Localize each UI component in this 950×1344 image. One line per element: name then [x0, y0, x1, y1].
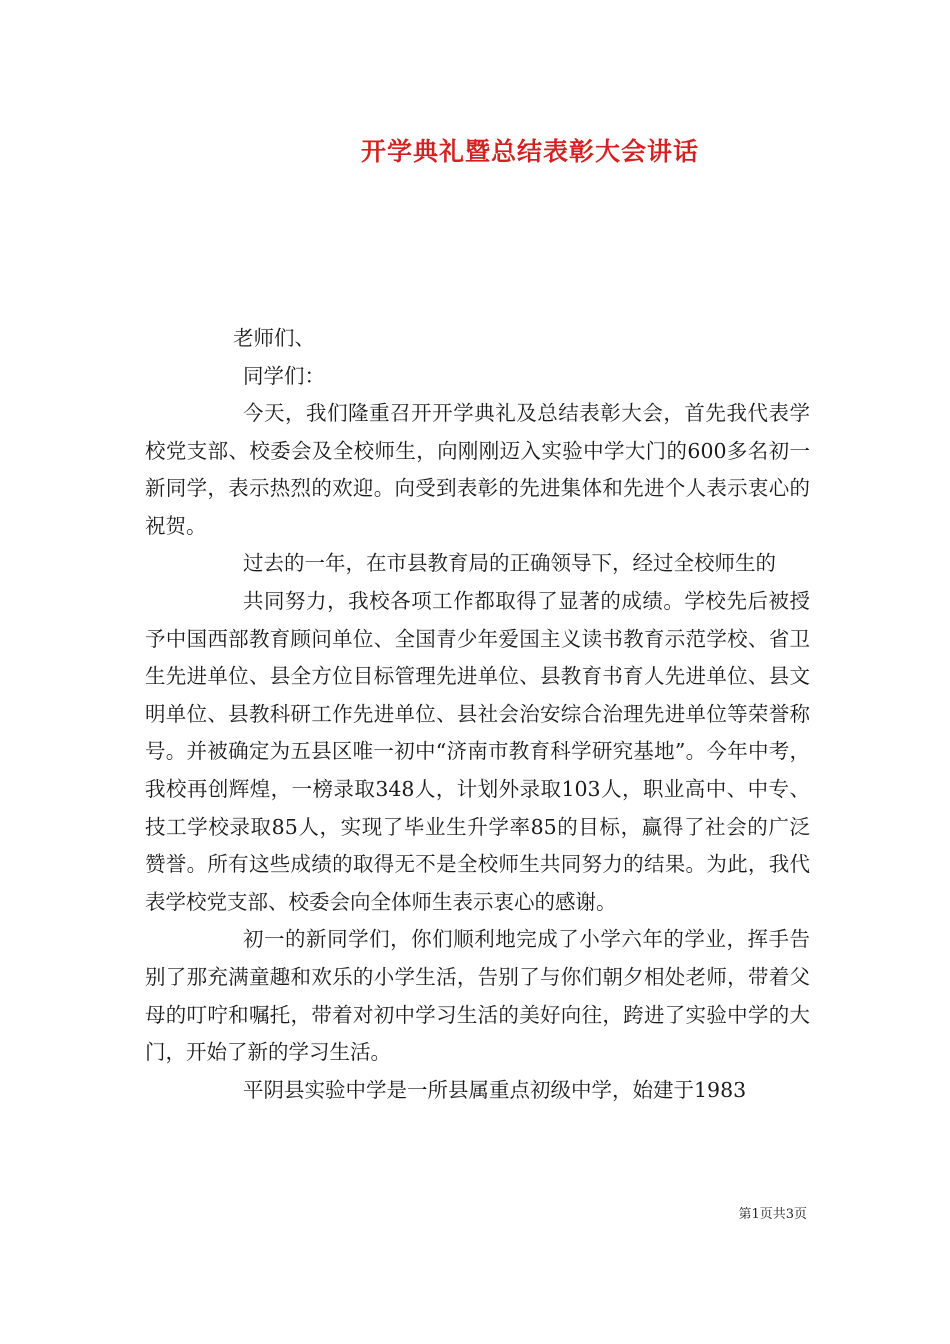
salutation-students: 同学们： — [243, 364, 325, 388]
document-title: 开学典礼暨总结表彰大会讲话 — [360, 137, 699, 166]
salutation-teachers: 老师们、 — [233, 326, 315, 350]
paragraph-new-students: 初一的新同学们，你们顺利地完成了小学六年的学业，挥手告别了那充满童趣和欢乐的小学生活，告别了与你们朝夕相处老师，带着父母的叮咛和嘱托，带着对初中学习生活的美好向往，跨进了实验中学的大门，开始了新的学习生活。 — [145, 927, 810, 1065]
paragraph-school-intro: 平阴县实验中学是一所县属重点初级中学，始建于1983 — [243, 1077, 747, 1102]
paragraph-achievements: 共同努力，我校各项工作都取得了显著的成绩。学校先后被授予中国西部教育顾问单位、全国青少年爱国主义读书教育示范学校、省卫生先进单位、县全方位目标管理先进单位、县教育书育人先进单位、县文明单位、县教科研工作先进单位、县社会治安综合治理先进单位等荣誉称号。并被确定为五县区唯一初中“济南市教育科学研究基地”。今年中考，我校再创辉煌，一榜录取348人，计划外录取103人，职业高中、中专、技工学校录取85人，实现了毕业生升学率85的目标，赢得了社会的广泛赞誉。所有这些成绩的取得无不是全校师生共同努力的结果。为此，我代表学校党支部、校委会向全体师生表示衷心的感谢。 — [145, 588, 810, 914]
paragraph-welcome: 今天，我们隆重召开开学典礼及总结表彰大会，首先我代表学校党支部、校委会及全校师生，向刚刚迈入实验中学大门的600多名初一新同学，表示热烈的欢迎。向受到表彰的先进集体和先进个人表示衷心的祝贺。 — [145, 401, 810, 538]
page-number-footer: 第1页共3页 — [738, 1207, 807, 1222]
paragraph-past-year: 过去的一年，在市县教育局的正确领导下，经过全校师生的 — [243, 551, 776, 576]
document-body — [145, 395, 810, 1109]
